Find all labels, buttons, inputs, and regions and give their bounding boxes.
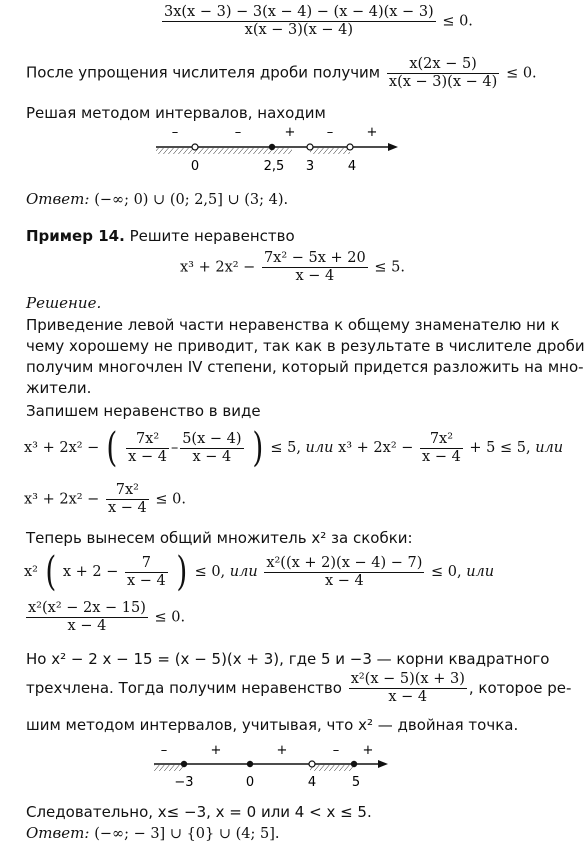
- answer-value: (−∞; 0) ∪ (0; 2,5] ∪ (3; 4).: [94, 192, 289, 208]
- left-paren: (: [106, 425, 118, 471]
- tick-label: 4: [347, 159, 357, 174]
- conclusion: Следовательно, x≤ −3, x = 0 или 4 < x ≤ 5.: [26, 803, 372, 821]
- open-point: [309, 761, 315, 767]
- hatch-region: [154, 765, 184, 771]
- simplify-line: [26, 56, 537, 91]
- example-text: Решите неравенство: [129, 227, 295, 245]
- formula-line1: [160, 4, 473, 39]
- hatch-region: [310, 148, 350, 154]
- main-inequality: [180, 250, 405, 285]
- fraction: [26, 600, 148, 635]
- relation: ≤ 0,: [431, 564, 462, 580]
- numerator: x²((x + 2)(x − 4) − 7): [266, 554, 423, 571]
- factor-line: Теперь вынесем общий множитель x² за скобки:: [26, 529, 413, 547]
- denominator: x − 4: [422, 448, 461, 465]
- para2-text-b: , которое ре-: [468, 679, 572, 697]
- sign: +: [276, 743, 288, 758]
- numerator: 7x²: [420, 431, 463, 449]
- axis-arrow: [388, 143, 398, 151]
- numerator: 7x²: [106, 482, 149, 500]
- tick-label: 4: [307, 775, 317, 790]
- relation: ≤ 5.: [374, 259, 405, 276]
- example-label: Пример 14.: [26, 227, 125, 245]
- numerator: 7x² − 5x + 20: [263, 250, 366, 266]
- open-point: [307, 144, 313, 150]
- interval-method-text: Решая методом интервалов, находим: [26, 104, 326, 122]
- denominator: x − 4: [67, 618, 107, 634]
- answer-label: Ответ:: [26, 824, 90, 842]
- numerator: x(2x − 5): [387, 56, 499, 74]
- denominator: x − 4: [295, 268, 335, 284]
- fraction: [162, 4, 436, 39]
- para1-line: жители.: [26, 379, 92, 397]
- tick-label: 2,5: [263, 159, 285, 174]
- left-part: x³ + 2x² −: [180, 259, 256, 276]
- numerator: x²(x² − 2x − 15): [28, 600, 146, 616]
- para2-line3: шим методом интервалов, учитывая, что x² — двойная точка.: [26, 716, 519, 734]
- relation: ≤ 0.: [155, 491, 186, 508]
- sign: –: [332, 743, 340, 758]
- tail: + 5 ≤ 5,: [469, 440, 531, 456]
- tick-label: 5: [351, 775, 361, 790]
- or-word: или: [535, 440, 564, 456]
- para2-line2: [26, 671, 571, 706]
- relation: ≤ 0.: [154, 609, 186, 626]
- fraction: [387, 56, 499, 91]
- tick-label: 0: [245, 775, 255, 790]
- para1-line: получим многочлен IV степени, который придется разложить на мно-: [26, 358, 584, 376]
- right-paren: ): [252, 425, 264, 471]
- numerator: 7: [125, 555, 168, 573]
- mid-part: x³ + 2x² −: [338, 440, 414, 456]
- tick-label: 3: [305, 159, 315, 174]
- fraction: [125, 555, 168, 590]
- simplify-text: После упрощения числителя дроби получим: [26, 63, 381, 82]
- denominator: x(x − 3)(x − 4): [244, 22, 354, 38]
- filled-point: [247, 761, 253, 767]
- or-word: или: [229, 564, 258, 580]
- fraction: [180, 431, 243, 466]
- para1-line: чему хорошему не приводит, так как в результате в числителе дроби: [26, 337, 585, 355]
- inner: x + 2 −: [62, 564, 119, 580]
- denominator: x − 4: [126, 572, 166, 589]
- fraction: [264, 555, 424, 590]
- or-word: или: [305, 440, 334, 456]
- or-word: или: [466, 564, 495, 580]
- fraction: [420, 431, 463, 466]
- equation-2: [24, 482, 186, 517]
- relation: ≤ 0.: [506, 65, 537, 82]
- numerator: 7x²: [126, 431, 169, 449]
- denominator: x − 4: [388, 689, 428, 705]
- numerator: x²(x − 5)(x + 3): [350, 671, 465, 687]
- answer-label: Ответ:: [26, 190, 90, 208]
- open-point: [192, 144, 198, 150]
- factor: x²: [24, 564, 38, 580]
- filled-point: [181, 761, 187, 767]
- answer-value: (−∞; − 3] ∪ {0} ∪ (4; 5].: [94, 826, 280, 842]
- denominator: x − 4: [107, 500, 147, 516]
- sign: –: [326, 125, 334, 140]
- filled-point: [269, 144, 275, 150]
- equation-3: [24, 549, 495, 595]
- sign: –: [234, 125, 242, 140]
- denominator: x − 4: [128, 448, 167, 465]
- sign: +: [366, 125, 378, 140]
- answer-2: [26, 824, 280, 842]
- left-paren: (: [44, 549, 56, 595]
- sign: –: [160, 743, 168, 758]
- para2-text-a: трехчлена. Тогда получим неравенство: [26, 679, 342, 697]
- right-paren: ): [176, 549, 188, 595]
- tick-label: 0: [190, 159, 200, 174]
- relation: ≤ 0,: [194, 564, 226, 580]
- axis-arrow: [378, 760, 388, 768]
- fraction: [349, 671, 467, 706]
- left-part: x³ + 2x² −: [24, 491, 100, 508]
- number-line-2: [150, 740, 390, 796]
- solution-label: Решение.: [26, 294, 102, 312]
- write-line: Запишем неравенство в виде: [26, 402, 261, 420]
- para2-line1: Но x² − 2 x − 15 = (x − 5)(x + 3), где 5 и −3 — корни квадратного: [26, 650, 550, 668]
- answer-1: [26, 190, 288, 208]
- left-part: x³ + 2x² −: [24, 440, 100, 456]
- filled-point: [351, 761, 357, 767]
- denominator: x − 4: [324, 572, 364, 589]
- denominator: x(x − 3)(x − 4): [388, 74, 498, 90]
- relation: ≤ 0.: [442, 13, 473, 30]
- example-heading: [26, 227, 295, 245]
- number-line-1: [150, 122, 400, 178]
- fraction: [126, 431, 169, 466]
- tick-label: −3: [174, 775, 194, 790]
- fraction: [106, 482, 149, 517]
- sign: +: [362, 743, 374, 758]
- fraction: [262, 250, 368, 285]
- denominator: x − 4: [192, 448, 232, 465]
- sign: +: [284, 125, 296, 140]
- para1-line: Приведение левой части неравенства к общему знаменателю ни к: [26, 316, 560, 334]
- equation-1: x³ + 2x² − ( $\frac{\text{7x²}}{x - 4}$ – $\frac{5(x - 4)}{x - 4}$ ) ≤ 5, или x³ + 2x² − $\frac{\text{7x²}}{x - 4}$ + 5 ≤ 5, или: [24, 425, 564, 471]
- open-point: [347, 144, 353, 150]
- sign: +: [210, 743, 222, 758]
- numerator: 3x(x − 3) − 3(x − 4) − (x − 4)(x − 3): [164, 4, 434, 20]
- equation-4: [24, 600, 185, 635]
- hatch-region: [310, 765, 354, 771]
- sign: –: [171, 125, 179, 140]
- relation: ≤ 5,: [270, 440, 301, 456]
- numerator: 5(x − 4): [182, 430, 242, 447]
